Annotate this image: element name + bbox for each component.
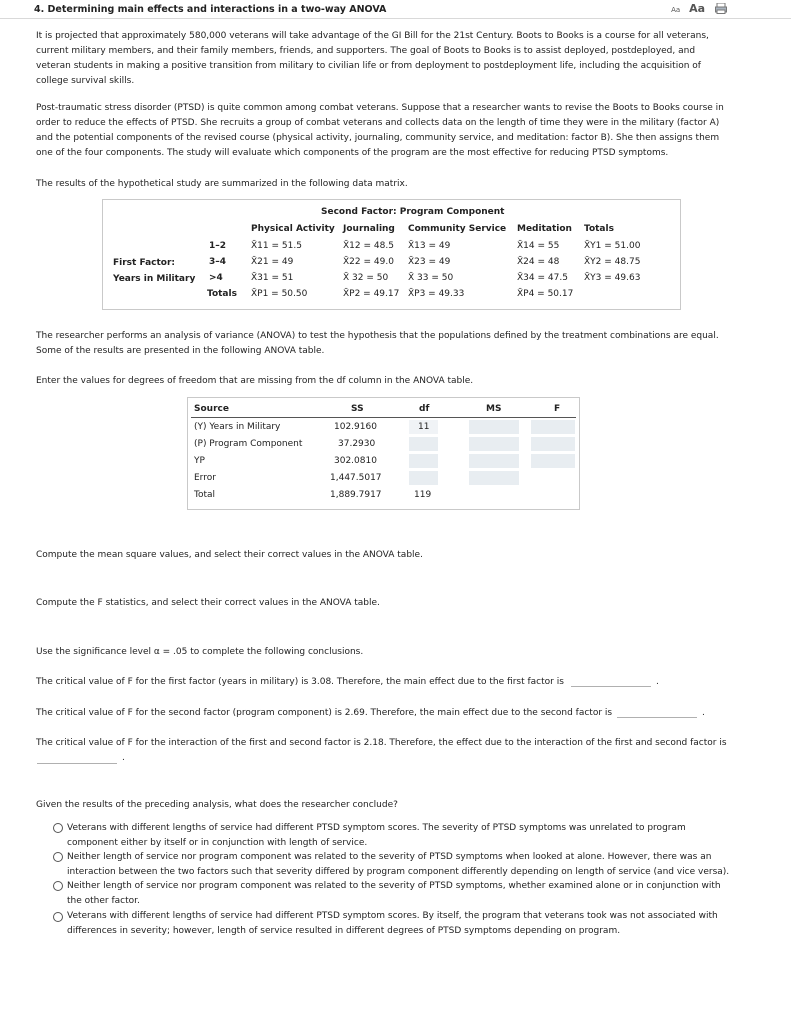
period: .: [702, 708, 705, 718]
col-header: Community Service: [408, 224, 507, 234]
font-large-button[interactable]: Aa: [689, 2, 705, 15]
period: .: [656, 677, 659, 687]
intro-paragraph-2: Post-traumatic stress disorder (PTSD) is quite common among combat veterans. Suppose that a researcher wants to revise the Boots to Books course in order to reduce the effects of PTSD. She recruits a group of combat veterans and collects data on the length of time they were in the military (factor A) and the potential components of the revised course (physical activity, journaling, community service, and meditation: factor B). She then assigns them one of the four components. The study will evaluate which components of the program are the most effective for reducing PTSD symptoms.: [36, 103, 724, 158]
header-source: Source: [194, 404, 229, 414]
df-value: 119: [414, 490, 432, 500]
col-header: Meditation: [517, 224, 572, 234]
option-radio-2[interactable]: [53, 852, 63, 862]
ms-dropdown-error[interactable]: [469, 471, 519, 485]
matrix-cell: X̄ 33 = 50: [408, 273, 454, 283]
source-label: (P) Program Component: [194, 439, 303, 449]
first-factor-label: First Factor:: [113, 258, 176, 268]
option-radio-4[interactable]: [53, 912, 63, 922]
matrix-cell: X̄13 = 49: [408, 241, 451, 251]
option-radio-1[interactable]: [53, 823, 63, 833]
matrix-intro: The results of the hypothetical study are summarized in the following data matrix.: [36, 179, 408, 189]
source-label: YP: [194, 456, 205, 466]
ss-value: 37.2930: [338, 439, 376, 449]
df-input-yp[interactable]: [409, 454, 438, 468]
first-factor-sublabel: Years in Military: [113, 274, 196, 284]
option-radio-3[interactable]: [53, 881, 63, 891]
intro-paragraph-1: It is projected that approximately 580,000 veterans will take advantage of the GI Bill for the 21st Century. Boots to Books is a course for all veterans, current military members, and their family members, friends, and supporters. The goal of Boots to Books is to assist deployed, postdeployed, and veteran students in making a positive transition from military to civilian life or from deployment to postdeployment life, including the acquisition of college survival skills.: [36, 31, 709, 86]
print-icon[interactable]: [715, 3, 727, 14]
ms-dropdown-years[interactable]: [469, 420, 519, 434]
question-title: 4. Determining main effects and interactions in a two-way ANOVA: [34, 4, 387, 15]
matrix-cell: X̄Y3 = 49.63: [584, 273, 641, 283]
df-input-error[interactable]: [409, 471, 438, 485]
df-instruction: Enter the values for degrees of freedom that are missing from the df column in the ANOVA table.: [36, 376, 474, 386]
matrix-cell: X̄Y2 = 48.75: [584, 257, 641, 267]
matrix-cell: X̄22 = 49.0: [343, 257, 394, 267]
matrix-cell: X̄ 32 = 50: [343, 273, 389, 283]
ss-value: 302.0810: [334, 456, 377, 466]
data-matrix: [102, 199, 681, 310]
header-ss: SS: [351, 404, 364, 414]
df-value: 11: [418, 422, 430, 432]
matrix-total-cell: X̄P3 = 49.33: [408, 289, 465, 299]
anova-intro-paragraph: The researcher performs an analysis of variance (ANOVA) to test the hypothesis that the populations defined by the treatment combinations are equal. Some of the results are presented in the following ANOVA table.: [36, 331, 719, 356]
header-df: df: [419, 404, 430, 414]
matrix-cell: X̄12 = 48.5: [343, 241, 394, 251]
matrix-cell: X̄14 = 55: [517, 241, 560, 251]
period: .: [122, 753, 125, 763]
interaction-dropdown[interactable]: [37, 763, 117, 764]
row-level: 3–4: [209, 257, 227, 267]
f-dropdown-yp[interactable]: [531, 454, 575, 468]
df-input-program[interactable]: [409, 437, 438, 451]
source-label: (Y) Years in Military: [194, 422, 281, 432]
significance-instruction: Use the significance level α = .05 to complete the following conclusions.: [36, 647, 364, 657]
ss-value: 102.9160: [334, 422, 377, 432]
row-level: >4: [209, 273, 223, 283]
critical-value-1: The critical value of F for the first factor (years in military) is 3.08. Therefore, the main effect due to the first factor is: [36, 677, 564, 687]
main-effect-1-dropdown[interactable]: [571, 686, 651, 687]
matrix-total-cell: X̄P4 = 50.17: [517, 289, 574, 299]
header-ms: MS: [486, 404, 502, 414]
option-text-2: Neither length of service nor program component was related to the severity of PTSD symptoms when looked at alone. However, there was an interaction between the two factors such that severity differed by program component differently depending on length of service (and vice versa).: [67, 852, 730, 877]
matrix-cell: X̄34 = 47.5: [517, 273, 568, 283]
second-factor-title: Second Factor: Program Component: [321, 207, 505, 217]
main-effect-2-dropdown[interactable]: [617, 717, 697, 718]
col-header: Totals: [584, 224, 614, 234]
matrix-cell: X̄11 = 51.5: [251, 241, 302, 251]
question-header: [0, 0, 791, 19]
col-header: Physical Activity: [251, 224, 335, 234]
matrix-total-cell: X̄P1 = 50.50: [251, 289, 308, 299]
option-text-1: Veterans with different lengths of service had different PTSD symptom scores. The severity of PTSD symptoms was unrelated to program component either by itself or in conjunction with length of service.: [67, 823, 686, 848]
matrix-cell: X̄23 = 49: [408, 257, 451, 267]
conclusion-question: Given the results of the preceding analysis, what does the researcher conclude?: [36, 800, 398, 810]
totals-label: Totals: [207, 289, 237, 299]
f-dropdown-years[interactable]: [531, 420, 575, 434]
ss-value: 1,889.7917: [330, 490, 382, 500]
row-level: 1–2: [209, 241, 227, 251]
source-label: Total: [194, 490, 216, 500]
font-size-tools: [671, 2, 705, 15]
critical-value-3: The critical value of F for the interaction of the first and second factor is 2.18. Therefore, the effect due to the interaction of the first and second factor is: [36, 738, 727, 748]
compute-ms-instruction: Compute the mean square values, and select their correct values in the ANOVA table.: [36, 550, 423, 560]
ss-value: 1,447.5017: [330, 473, 382, 483]
anova-table: [187, 397, 580, 510]
col-header: Journaling: [343, 224, 395, 234]
matrix-total-cell: X̄P2 = 49.17: [343, 289, 400, 299]
critical-value-2: The critical value of F for the second factor (program component) is 2.69. Therefore, the main effect due to the second factor is: [36, 708, 613, 718]
matrix-cell: X̄Y1 = 51.00: [584, 241, 641, 251]
source-label: Error: [194, 473, 216, 483]
header-f: F: [554, 404, 561, 414]
ms-dropdown-yp[interactable]: [469, 454, 519, 468]
option-text-4: Veterans with different lengths of service had different PTSD symptom scores. By itself, the program that veterans took was not associated with differences in severity; however, length of service resulted in different degrees of PTSD symptoms depending on program.: [67, 911, 718, 936]
ms-dropdown-program[interactable]: [469, 437, 519, 451]
matrix-cell: X̄24 = 48: [517, 257, 560, 267]
compute-f-instruction: Compute the F statistics, and select their correct values in the ANOVA table.: [36, 598, 380, 608]
font-small-button[interactable]: Aa: [671, 6, 681, 14]
matrix-cell: X̄31 = 51: [251, 273, 294, 283]
header-divider: [191, 417, 576, 418]
f-dropdown-program[interactable]: [531, 437, 575, 451]
option-text-3: Neither length of service nor program component was related to the severity of PTSD symptoms, whether examined alone or in conjunction with the other factor.: [67, 881, 721, 906]
matrix-cell: X̄21 = 49: [251, 257, 294, 267]
